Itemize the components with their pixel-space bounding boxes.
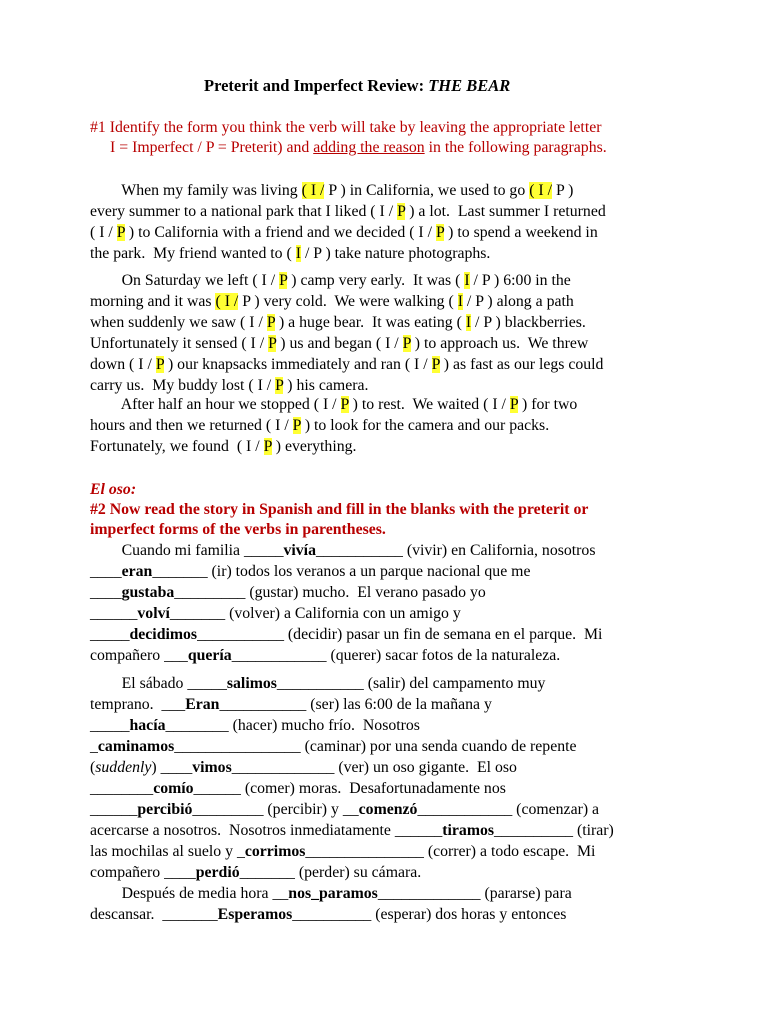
italic-gloss: suddenly	[95, 759, 152, 776]
s2-p2-line	[90, 779, 506, 799]
s2-p2-line	[90, 842, 595, 862]
s2-p2-line	[90, 716, 420, 736]
line-text: __________ (esperar) dos horas y entonces	[292, 906, 567, 923]
highlighted-answer: P	[431, 356, 440, 373]
s2-p1-line	[90, 541, 595, 561]
filled-answer: decidimos	[129, 626, 198, 643]
filled-answer: comío	[153, 780, 194, 797]
line-text: compañero ___	[90, 647, 188, 664]
s1-p2-line	[90, 334, 588, 354]
s2-p2-line	[90, 695, 492, 715]
s2-p1-line	[90, 604, 461, 624]
highlighted-answer: I	[465, 314, 472, 331]
line-text: When my family was living	[90, 182, 302, 199]
highlighted-answer: P	[263, 438, 272, 455]
highlighted-answer: P	[435, 224, 445, 241]
title-main: Preterit and Imperfect Review:	[204, 76, 429, 95]
s1-p2-line	[90, 292, 574, 312]
filled-answer: Esperamos	[217, 906, 293, 923]
line-text: _______ (perder) su cámara.	[239, 864, 422, 881]
page-title	[204, 76, 510, 96]
line-text: when suddenly we saw ( I /	[90, 314, 267, 331]
line-text: descansar. _______	[90, 906, 218, 923]
s2-p1-line	[90, 625, 602, 645]
line-text: ) as fast as our legs could	[439, 356, 604, 373]
line-text: On Saturday we left ( I /	[90, 272, 280, 289]
line-text: _______ (volver) a California con un amigo y	[169, 605, 461, 622]
filled-answer: percibió	[137, 801, 193, 818]
line-text: ________ (hacer) mucho frío. Nosotros	[165, 717, 420, 734]
line-text: / P ) along a path	[462, 293, 574, 310]
line-text: ) to rest. We waited ( I /	[348, 396, 510, 413]
line-text: ____	[90, 563, 122, 580]
filled-answer: perdió	[195, 864, 240, 881]
s1-p1-line	[90, 202, 606, 222]
line-text: Unfortunately it sensed ( I /	[90, 335, 269, 352]
line-text: ) ____	[151, 759, 193, 776]
line-text: _____	[90, 717, 130, 734]
line-text: ) our knapsacks immediately and ran ( I /	[164, 356, 432, 373]
highlighted-answer: P	[509, 396, 519, 413]
line-text: ) to California with a friend and we decided ( I /	[124, 224, 436, 241]
line-text: _______ (ir) todos los veranos a un parque nacional que me	[152, 563, 531, 580]
line-text: _____	[90, 626, 130, 643]
section2-instruction-line1: #2 Now read the story in Spanish and fill in the blanks with the preterit or	[90, 501, 589, 518]
line-text: _________ (gustar) mucho. El verano pasado yo	[174, 584, 486, 601]
line-text: ______	[90, 801, 138, 818]
line-text: temprano. ___	[90, 696, 186, 713]
highlighted-answer: ( I /	[529, 182, 552, 199]
highlighted-answer: P	[397, 203, 406, 220]
line-text: (	[90, 759, 96, 776]
line-text: down ( I /	[90, 356, 156, 373]
line-text: las mochilas al suelo y _	[90, 843, 245, 860]
highlighted-answer: I	[457, 293, 463, 310]
highlighted-answer: P	[116, 224, 125, 241]
section2-instruction-line2: imperfect forms of the verbs in parentheses.	[90, 521, 386, 538]
line-text: every summer to a national park that I liked ( I /	[90, 203, 398, 220]
line-text: the park. My friend wanted to (	[90, 245, 296, 262]
line-text: ______ (comer) moras. Desafortunadamente nos	[193, 780, 506, 797]
line-text: After half an hour we stopped ( I /	[90, 396, 341, 413]
line-text: ) camp very early. It was (	[287, 272, 465, 289]
line-text: Después de media hora __	[90, 885, 289, 902]
line-text: ___________ (decidir) pasar un fin de semana en el parque. Mi	[197, 626, 603, 643]
s2-p1-line	[90, 562, 530, 582]
line-text: P )	[552, 182, 574, 199]
filled-answer: Eran	[185, 696, 220, 713]
line-text: ________	[90, 780, 154, 797]
highlighted-answer: ( I /	[301, 182, 325, 199]
highlighted-answer: P	[279, 272, 288, 289]
line-text: ___________ (salir) del campamento muy	[276, 675, 546, 692]
highlighted-answer: P	[155, 356, 165, 373]
filled-answer: vimos	[192, 759, 232, 776]
s2-p2-line	[90, 737, 577, 757]
line-text: Cuando mi familia _____	[90, 542, 284, 559]
highlighted-answer: P	[268, 335, 277, 352]
section1-instruction-line1: #1 Identify the form you think the verb will take by leaving the appropriate letter	[90, 119, 602, 136]
highlighted-answer: P	[275, 377, 284, 394]
line-text: ) everything.	[271, 438, 357, 455]
line-text: ) his camera.	[283, 377, 369, 394]
line-text: ______	[90, 605, 138, 622]
highlighted-answer: ( I /	[215, 293, 239, 310]
line-text: _____________ (ver) un oso gigante. El oso	[231, 759, 517, 776]
s2-p2-line	[90, 821, 614, 841]
line-text: ___________ (ser) las 6:00 de la mañana y	[219, 696, 492, 713]
s2-p1-line	[90, 583, 486, 603]
highlighted-answer: P	[340, 396, 349, 413]
s2-p2-line	[90, 884, 572, 904]
s1-p2-line	[90, 271, 571, 291]
line-text: El sábado _____	[90, 675, 227, 692]
filled-answer: tiramos	[442, 822, 495, 839]
filled-answer: gustaba	[121, 584, 175, 601]
s1-p2-line	[90, 376, 368, 396]
line-text: ( I /	[90, 224, 117, 241]
line-text: ) a lot. Last summer I returned	[405, 203, 606, 220]
line-text: ___________ (vivir) en California, nosotros	[315, 542, 596, 559]
filled-answer: corrimos	[244, 843, 306, 860]
line-text: ____________ (querer) sacar fotos de la naturaleza.	[231, 647, 561, 664]
filled-answer: volví	[137, 605, 170, 622]
line-text: ) us and began ( I /	[276, 335, 403, 352]
line-text: P ) in California, we used to go	[324, 182, 530, 199]
highlighted-answer: I	[464, 272, 470, 289]
line-text: ____	[90, 584, 122, 601]
line-text: ____________ (comenzar) a	[417, 801, 600, 818]
filled-answer: caminamos	[97, 738, 175, 755]
title-emphasis: THE BEAR	[428, 76, 511, 95]
line-text: acercarse a nosotros. Nosotros inmediatamente ______	[90, 822, 443, 839]
s1-p3-line	[90, 416, 549, 436]
line-text: / P ) blackberries.	[471, 314, 586, 331]
s2-p2-line	[90, 863, 421, 883]
line-text: / P ) 6:00 in the	[469, 272, 571, 289]
filled-answer: eran	[121, 563, 153, 580]
line-text: / P ) take nature photographs.	[301, 245, 491, 262]
line-text: __________ (tirar)	[494, 822, 614, 839]
section1-instruction-line2: I = Imperfect / P = Preterit) and adding the reason in the following paragraphs.	[110, 139, 607, 156]
line-text: morning and it was	[90, 293, 216, 310]
line-text: _	[90, 738, 98, 755]
line-text: ) to spend a weekend in	[444, 224, 598, 241]
s2-p2-line	[90, 800, 599, 820]
line-text: Fortunately, we found ( I /	[90, 438, 264, 455]
s1-p3-line	[90, 437, 356, 457]
highlighted-answer: P	[292, 417, 301, 434]
highlighted-answer: P	[266, 314, 276, 331]
filled-answer: vivía	[283, 542, 316, 559]
s2-p2-line	[90, 758, 517, 778]
section2-heading: El oso:	[90, 481, 137, 498]
highlighted-answer: P	[402, 335, 411, 352]
s1-p3-line	[90, 395, 577, 415]
s1-p1-line	[90, 223, 598, 243]
s1-p1-line	[90, 244, 490, 264]
s2-p1-line	[90, 646, 560, 666]
filled-answer: quería	[187, 647, 232, 664]
filled-answer: hacía	[129, 717, 166, 734]
line-text: ) to look for the camera and our packs.	[300, 417, 550, 434]
s2-p2-line	[90, 905, 566, 925]
line-text: _______________ (correr) a todo escape. Mi	[305, 843, 596, 860]
line-text: ) a huge bear. It was eating (	[275, 314, 466, 331]
line-text: ) for two	[518, 396, 578, 413]
line-text: compañero ____	[90, 864, 196, 881]
adding-the-reason-underline: adding the reason	[313, 139, 425, 156]
s1-p1-line	[90, 181, 573, 201]
line-text: ________________ (caminar) por una senda cuando de repente	[174, 738, 577, 755]
line-text: carry us. My buddy lost ( I /	[90, 377, 276, 394]
line-text: P ) very cold. We were walking (	[238, 293, 458, 310]
filled-answer: comenzó	[358, 801, 418, 818]
line-text: hours and then we returned ( I /	[90, 417, 293, 434]
s1-p2-line	[90, 313, 586, 333]
highlighted-answer: I	[295, 245, 302, 262]
s1-p2-line	[90, 355, 603, 375]
line-text: ) to approach us. We threw	[410, 335, 589, 352]
s2-p2-line	[90, 674, 545, 694]
line-text: _________ (percibir) y __	[192, 801, 359, 818]
line-text: _____________ (pararse) para	[377, 885, 572, 902]
filled-answer: salimos	[226, 675, 277, 692]
filled-answer: nos_paramos	[288, 885, 378, 902]
